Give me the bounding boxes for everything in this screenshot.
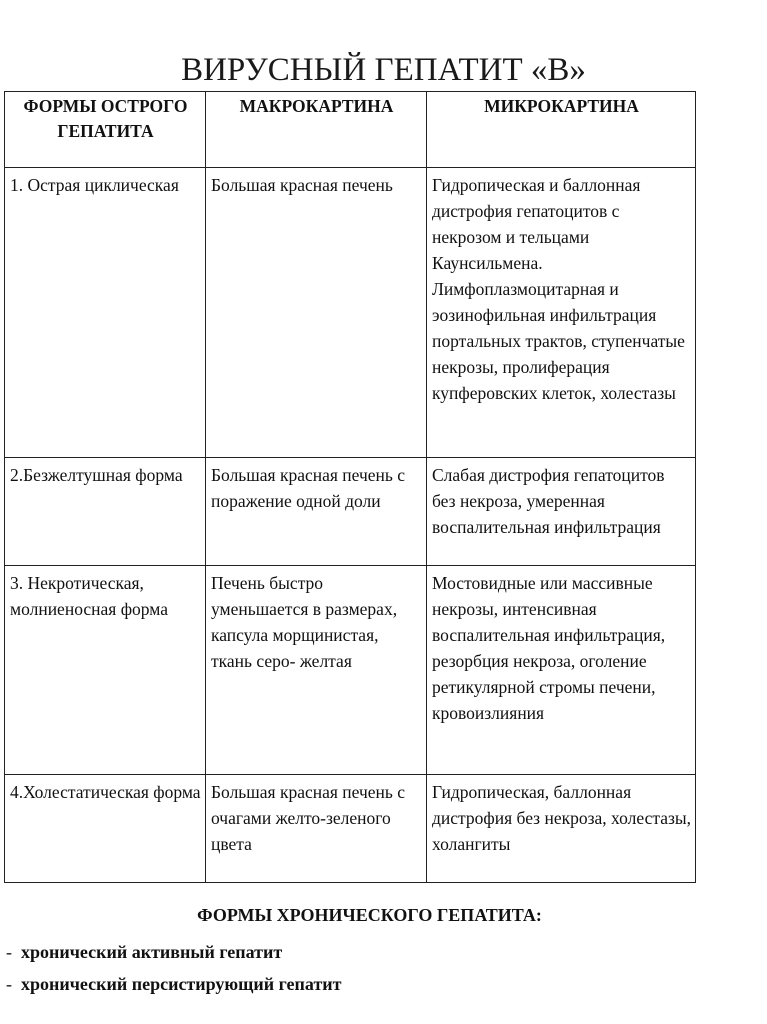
row-number: 3. <box>10 573 24 593</box>
chronic-forms-heading: ФОРМЫ ХРОНИЧЕСКОГО ГЕПАТИТА: <box>197 905 542 925</box>
macro-cell: Большая красная печень с поражение одной доли <box>206 458 427 566</box>
list-item: - хронический активный гепатит <box>6 936 342 968</box>
form-name: Безжелтушная форма <box>23 465 183 485</box>
list-item: - хронический персистирующий гепатит <box>6 968 342 1000</box>
form-cell <box>5 458 206 566</box>
table-header-row <box>5 92 696 168</box>
micro-cell: Гидропическая и баллонная дистрофия гепатоцитов с некрозом и тельцами Каунсильмена. Лимфоплазмоцитарная и эозинофильная инфильтрация портальных трактов, ступенчатые некрозы, пролиферация купферовских клеток, холестазы <box>427 168 696 458</box>
micro-cell: Слабая дистрофия гепатоцитов без некроза, умеренная воспалительная инфильтрация <box>427 458 696 566</box>
row-number: 4. <box>10 782 24 802</box>
macro-cell: Большая красная печень <box>206 168 427 458</box>
row-number: 1. <box>10 175 24 195</box>
column-header-forms: ФОРМЫ ОСТРОГО ГЕПАТИТА <box>5 92 206 168</box>
table-row <box>5 168 696 458</box>
macro-cell: Большая красная печень с очагами желто-зеленого цвета <box>206 775 427 883</box>
table-row <box>5 458 696 566</box>
column-header-macro: МАКРОКАРТИНА <box>206 92 427 168</box>
table-row <box>5 775 696 883</box>
table-row <box>5 566 696 775</box>
form-name: Некротическая, молниеносная форма <box>10 573 168 619</box>
column-header-micro: МИКРОКАРТИНА <box>427 92 696 168</box>
micro-cell: Гидропическая, баллонная дистрофия без некроза, холестазы, холангиты <box>427 775 696 883</box>
form-cell <box>5 775 206 883</box>
hepatitis-forms-table <box>4 91 696 883</box>
page-title: ВИРУСНЫЙ ГЕПАТИТ «В» <box>181 52 586 88</box>
form-cell <box>5 566 206 775</box>
row-number: 2. <box>10 465 24 485</box>
micro-cell: Мостовидные или массивные некрозы, интенсивная воспалительная инфильтрация, резорбция некроза, оголение ретикулярной стромы печени, кровоизлияния <box>427 566 696 775</box>
form-name: Холестатическая форма <box>23 782 201 802</box>
form-name: Острая циклическая <box>27 175 179 195</box>
macro-cell: Печень быстро уменьшается в размерах, капсула морщинистая, ткань серо- желтая <box>206 566 427 775</box>
form-cell <box>5 168 206 458</box>
chronic-forms-list <box>6 936 342 1000</box>
